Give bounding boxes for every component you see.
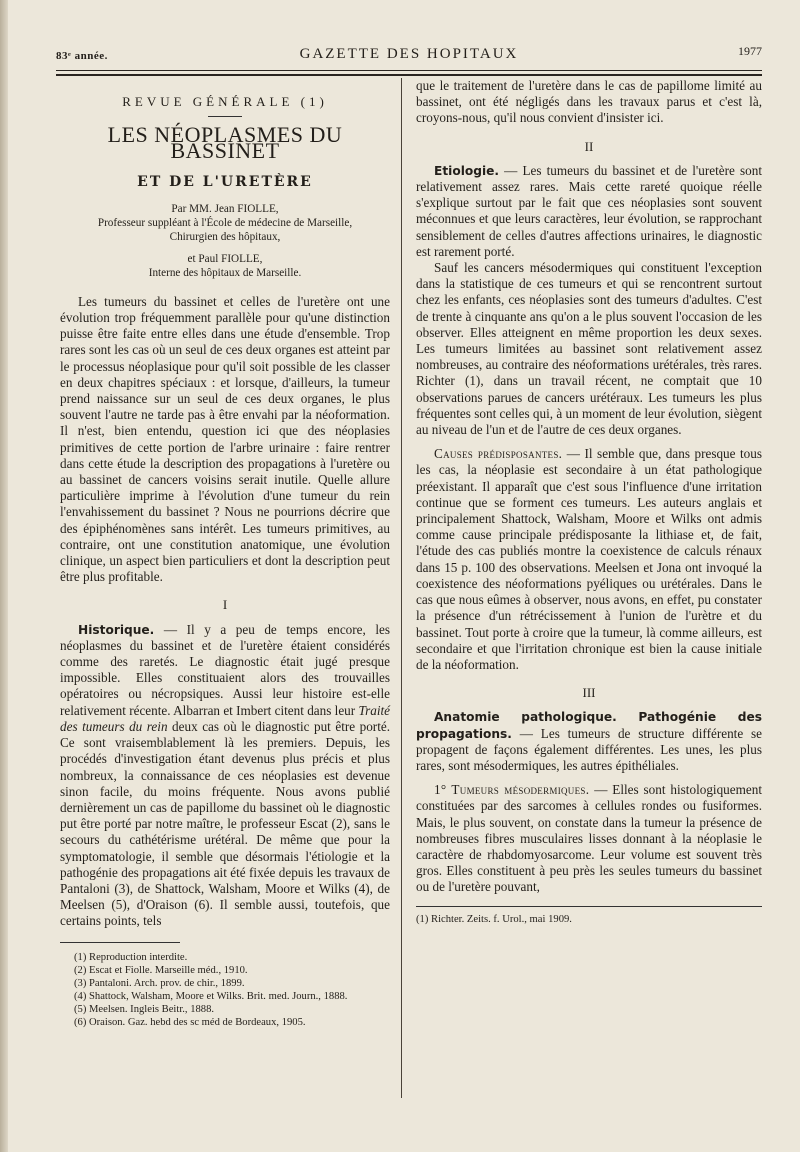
etiologie-text: — Les tumeurs du bassinet et de l'uretère sont relativement assez rares. Mais cette rareté quoique réelle s'explique surtout par le fait que ces néoplasies sont souvent méconnues et que leurs caractères, leur évolution, se rapprochant sensiblement de celles d'autres affections urinaires, le diagnostic est rarement porté. bbox=[416, 162, 762, 259]
footnote-rule-right bbox=[416, 906, 762, 907]
binding-edge bbox=[0, 0, 8, 1152]
anatomie-paragraph bbox=[416, 709, 762, 774]
causes-text: — Il semble que, dans presque tous les cas, la néoplasie est secondaire à un état pathologique préexistant. Il apparaît que c'est sous l'influence d'une irritation continue que se forment ces tumeurs. Les auteurs anglais et principalement Shattock, Walsham, Moore et Wilks ont admis comme cause principale prédisposante la lithiase et, de fait, l'étude des cas publiés montre la coexistence de calculs rénaux dans 15 p. 100 des observations. Meelsen et Jona ont invoqué la coexistence des néoformations pyéliques ou urétérales. Dans le cas que nous eûmes à observer, nous avons, en effet, pu constater la présence d'un rétrécissement à l'union de l'urètre et du bassinet. Tout porte à croire que la tumeur, là comme ailleurs, est secondaire et que l'irritation chronique est bien la cause initiale de la néoformation. bbox=[416, 446, 763, 672]
section-number-2: II bbox=[584, 138, 594, 154]
continuation-paragraph: que le traitement de l'uretère dans le cas de papillome limité au bassinet, ont été négligés dans les travaux parus et c'est là, croyons-nous, qu'il nous convient d'insister ici. bbox=[416, 78, 762, 126]
mesodermiques-text: — Elles sont histologiquement constituées par des sarcomes à cellules rondes ou fusiformes. Mais, le plus souvent, on constate dans la tumeur la présence de nombreuses fibres musculaires lisses donnant à la néoplasie le caractère de rhabdomyosarcome. Leur volume est souvent très gros. Elles constituent à peu près les seules tumeurs du bassinet ou de l'uretère pouvant, bbox=[416, 782, 762, 895]
mesodermiques-paragraph bbox=[416, 782, 762, 895]
causes-heading: Causes prédisposantes. bbox=[434, 446, 563, 462]
sauf-paragraph: Sauf les cancers mésodermiques qui constituent l'exception dans la statistique de ces tumeurs et qui se rencontrent surtout chez les enfants, ces néoplasies sont des tumeurs d'adultes. C'est de trente à cinquante ans qu'on a le plus souvent l'occasion de les observer. Elles atteignent en même proportion les deux sexes. Les tumeurs limitées au bassinet sont relativement assez nombreuses, au contraire des néoformations urétérales, très rares. Richter (1), dans un travail récent, ne comptait que 10 observations parues de cancers urétéraux. Les tumeurs les plus fréquentes sont celles qui, à un moment de leur évolution, siègent au niveau de l'un et de l'autre de ces deux organes. bbox=[416, 260, 762, 438]
footnote-item: (2) Escat et Fiolle. Marseille méd., 1910. bbox=[74, 964, 248, 976]
left-column bbox=[60, 78, 390, 1029]
header-rule-thick bbox=[56, 74, 762, 76]
etiologie-heading: Etiologie. bbox=[434, 163, 500, 178]
article-subtitle: ET DE L'URETÈRE bbox=[137, 173, 313, 190]
historique-paragraph bbox=[60, 622, 390, 930]
right-column bbox=[416, 78, 762, 926]
anatomie-text: — Les tumeurs de structure différente se propagent de façons également différentes. Les unes, les plus rares, sont mésodermiques, les autres épithéliales. bbox=[416, 725, 762, 773]
footnote-right: (1) Richter. Zeits. f. Urol., mai 1909. bbox=[416, 913, 572, 925]
volume-label: 83ᵉ année. bbox=[56, 50, 108, 62]
historique-heading: Historique. bbox=[78, 622, 155, 637]
author-2-role: Interne des hôpitaux de Marseille. bbox=[148, 266, 302, 279]
journal-title: GAZETTE DES HOPITAUX bbox=[299, 46, 519, 62]
running-header bbox=[56, 44, 762, 66]
treatise-title: Traité des tumeurs du rein bbox=[60, 702, 390, 734]
column-divider bbox=[401, 78, 402, 1098]
author-2: et Paul FIOLLE, bbox=[187, 252, 263, 265]
section-number-3: III bbox=[582, 685, 596, 701]
footnote-item: (1) Reproduction interdite. bbox=[74, 951, 188, 963]
author-1: Par MM. Jean FIOLLE, bbox=[171, 202, 279, 215]
section-number-1: I bbox=[222, 597, 228, 613]
title-dash bbox=[208, 116, 242, 117]
anatomie-heading: Anatomie pathologique. Pathogénie des propagations. bbox=[416, 710, 762, 741]
footnote-item: (4) Shattock, Walsham, Moore et Wilks. Brit. med. Journ., 1888. bbox=[74, 990, 348, 1002]
author-1-role-1: Professeur suppléant à l'École de médecine de Marseille, bbox=[97, 216, 353, 229]
footnote-item: (5) Meelsen. Ingleis Beitr., 1888. bbox=[74, 1003, 215, 1015]
etiologie-paragraph bbox=[416, 163, 762, 260]
causes-paragraph bbox=[416, 446, 762, 673]
section-rubrique: REVUE GÉNÉRALE (1) bbox=[122, 94, 328, 109]
footnote-item: (3) Pantaloni. Arch. prov. de chir., 1899. bbox=[74, 977, 245, 989]
footnote-item: (6) Oraison. Gaz. hebd des sc méd de Bordeaux, 1905. bbox=[74, 1016, 306, 1028]
mesodermiques-heading: 1° Tumeurs mésodermiques. bbox=[434, 782, 590, 798]
article-title: LES NÉOPLASMES DU BASSINET bbox=[107, 122, 343, 164]
page-number: 1977 bbox=[738, 44, 762, 58]
historique-text-2: deux cas où le diagnostic put être porté. Ce sont vraisemblablement là les premiers. Depuis, les procédés d'investigation étant devenus plus précis et plus nombreux, la connaissance de ces néoplasies est devenue sinon facile, du moins fréquente. Nous avons publié dernièrement un cas de papillome du bassinet où le diagnostic put être porté par notre maître, le professeur Escat (2), sans le secours du cathétérisme urétéral. De même que pour la symptomatologie, il semble que désormais l'étiologie et la pathogénie des propagations ait été fixée depuis les travaux de Pantaloni (3), de Shattock, Walsham, Moore et Wilks (4), de Meelsen (5), d'Oraison (6). Il semble aussi, toutefois, que certains points, tels bbox=[60, 718, 391, 929]
footnote-rule bbox=[60, 942, 180, 943]
footnotes bbox=[60, 951, 390, 1029]
author-1-role-2: Chirurgien des hôpitaux, bbox=[169, 230, 281, 243]
header-rule-thin bbox=[56, 70, 762, 71]
historique-text: — Il y a peu de temps encore, les néoplasmes du bassinet et de l'uretère étaient considérés comme des raretés. Le diagnostic était jugé presque impossible. Elles constituaient alors des trouvailles opératoires ou nécropsiques. Aussi leur histoire est-elle relativement récente. Albarran et Imbert citent dans leur bbox=[60, 621, 390, 718]
intro-paragraph: Les tumeurs du bassinet et celles de l'uretère ont une évolution trop fréquemment parallèle pour qu'une distinction puisse être faite entre elles dans une étude d'ensemble. Trop rares sont les cas où un seul de ces deux organes est atteint par le processus néoplasique pour qu'il soit possible de les classer en deux chapitres spéciaux : et lorsque, d'ailleurs, la tumeur prend naissance sur un seul de ces deux organes, le plus souvent l'autre ne tarde pas à être envahi par la néoformation. Il n'est, bien entendu, question ici que des néoplasies primitives de cette portion de l'arbre urinaire : faire rentrer dans cette étude la description des propagations à l'uretère ou au bassinet de cancers voisins serait inutile. Quelle allure particulière imprime à l'évolution d'une tumeur du rein l'envahissement du bassinet ? Nous ne pourrions décrire que des épiphénomènes sans intérêt. Les tumeurs primitives, au contraire, ont une constitution anatomique, une évolution clinique, un aspect bien particuliers et dont la description peut être plus profitable. bbox=[60, 293, 390, 585]
